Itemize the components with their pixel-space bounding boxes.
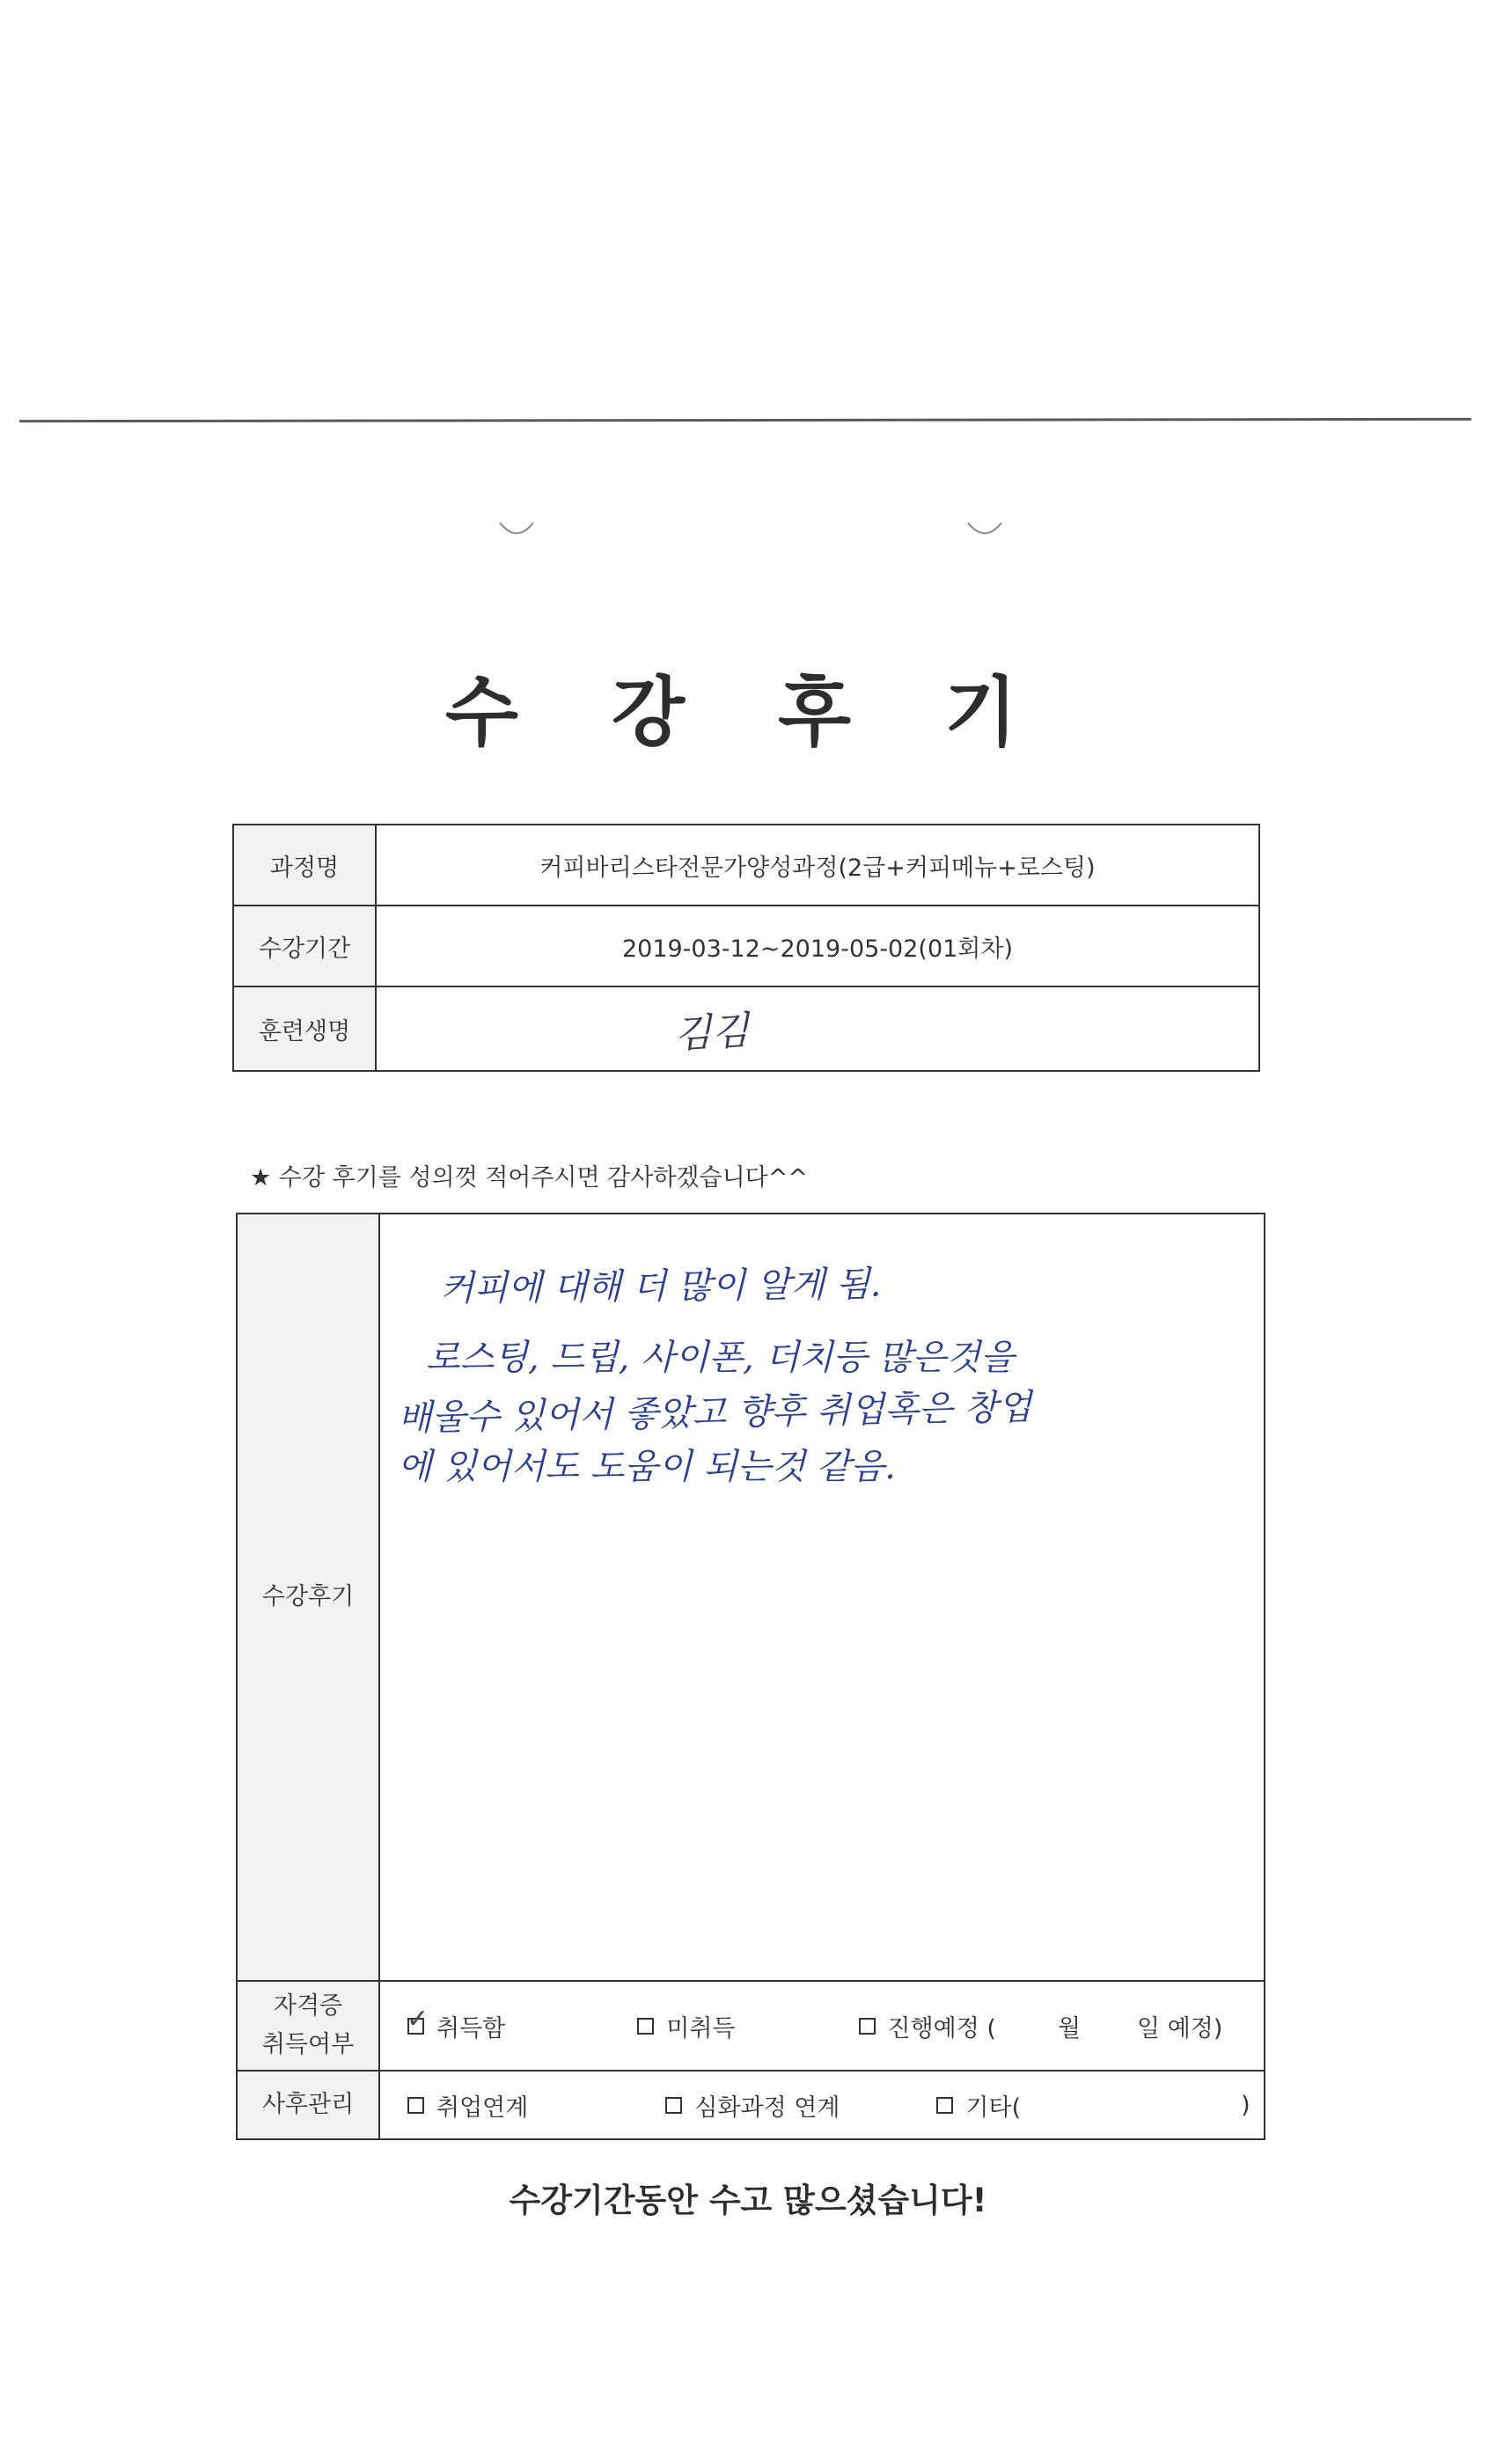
aftercare-options bbox=[379, 2071, 1265, 2139]
aftercare-close-paren: ) bbox=[1241, 2091, 1250, 2119]
checkbox-icon[interactable] bbox=[859, 2018, 876, 2035]
option-label: 기타( bbox=[965, 2094, 1022, 2122]
course-label: 과정명 bbox=[233, 825, 376, 906]
punch-hole-right bbox=[966, 521, 1003, 539]
month-unit: 월 bbox=[1057, 2014, 1082, 2042]
aftercare-option-employment[interactable] bbox=[407, 2088, 528, 2123]
checkbox-icon[interactable] bbox=[936, 2097, 953, 2114]
aftercare-option-advanced-course[interactable] bbox=[665, 2088, 840, 2123]
closing-message: 수강기간동안 수고 많으셨습니다! bbox=[509, 2182, 987, 2219]
period-label: 수강기간 bbox=[233, 906, 376, 986]
checkbox-icon[interactable] bbox=[407, 2097, 424, 2114]
certification-option-planned[interactable] bbox=[859, 2009, 996, 2043]
certification-option-not-obtained[interactable] bbox=[637, 2009, 735, 2043]
day-unit: 일 예정) bbox=[1137, 2014, 1223, 2042]
review-line-3: 배울수 있어서 좋았고 향후 취업혹은 창업 bbox=[397, 1387, 1032, 1439]
certification-label-line1: 자격증 bbox=[273, 1992, 343, 2020]
instruction-text: ★ 수강 후기를 성의껏 적어주시면 감사하겠습니다^^ bbox=[250, 1164, 809, 1192]
checkbox-icon[interactable] bbox=[637, 2018, 654, 2035]
review-line-1: 커피에 대해 더 많이 알게 됨. bbox=[439, 1264, 882, 1309]
option-label: 진행예정 ( bbox=[887, 2014, 996, 2042]
trainee-label: 훈련생명 bbox=[233, 986, 376, 1071]
trainee-field[interactable] bbox=[376, 986, 1259, 1071]
checkbox-checked-icon[interactable]: ✓ bbox=[407, 2003, 429, 2035]
option-label: 취업연계 bbox=[436, 2094, 529, 2122]
document-title: 수 강 후 기 bbox=[444, 669, 1052, 757]
course-value: 커피바리스타전문가양성과정(2급+커피메뉴+로스팅) bbox=[376, 825, 1259, 906]
review-handwritten-text bbox=[398, 1258, 1102, 1494]
trainee-name-handwritten: 김김 bbox=[673, 1008, 752, 1058]
option-label: 미취득 bbox=[666, 2014, 736, 2042]
certification-options bbox=[379, 1981, 1265, 2071]
course-info-table bbox=[232, 824, 1260, 1072]
option-label: 심화과정 연계 bbox=[694, 2094, 840, 2122]
option-label: 취득함 bbox=[436, 2014, 506, 2042]
aftercare-option-other[interactable] bbox=[936, 2088, 1021, 2123]
aftercare-label: 사후관리 bbox=[237, 2071, 379, 2139]
certification-label-line2: 취득여부 bbox=[261, 2031, 355, 2058]
period-value: 2019-03-12~2019-05-02(01회차) bbox=[376, 906, 1259, 986]
review-label: 수강후기 bbox=[237, 1214, 379, 1981]
certification-label bbox=[237, 1981, 379, 2071]
scan-edge-line bbox=[19, 418, 1471, 422]
certification-option-obtained[interactable] bbox=[407, 2003, 506, 2043]
review-line-2: 로스팅, 드립, 사이폰, 더치등 많은것을 bbox=[426, 1338, 1015, 1378]
punch-hole-left bbox=[498, 521, 535, 539]
review-table bbox=[236, 1213, 1265, 2140]
checkbox-icon[interactable] bbox=[665, 2097, 682, 2114]
review-text-area[interactable] bbox=[379, 1214, 1265, 1981]
review-line-4: 에 있어서도 도움이 되는것 같음. bbox=[398, 1447, 896, 1487]
